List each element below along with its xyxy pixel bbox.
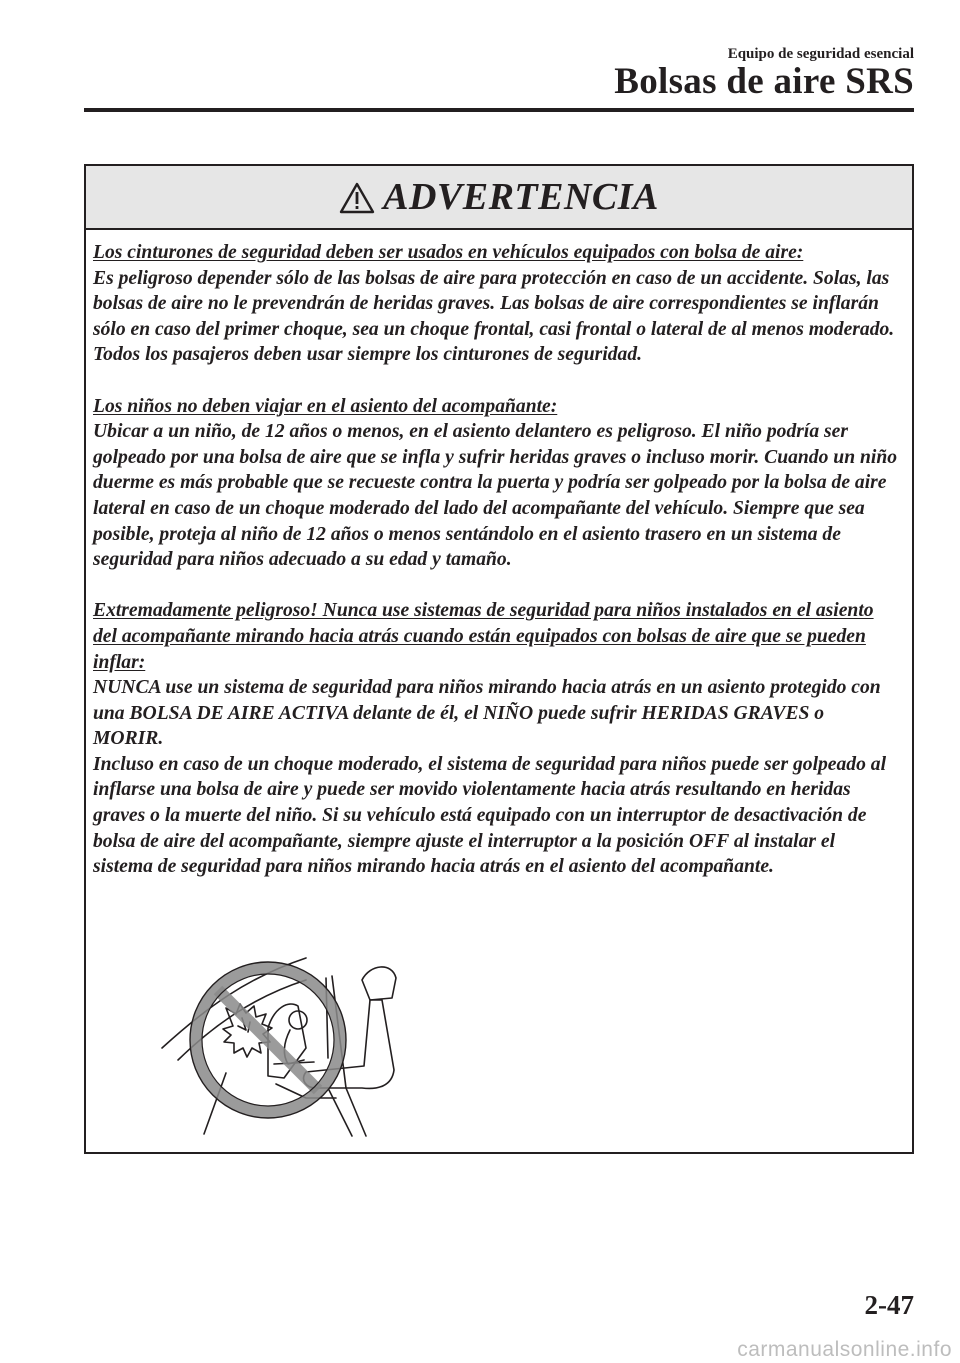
warning-title: ADVERTENCIA — [383, 176, 659, 218]
warning-text-rear-facing-detail: Incluso en caso de un choque moderado, el sistema de seguridad para niños puede ser golpeado al inflarse una bolsa de aire y puede ser movido violentamente hacia atrás resultando en heridas graves o la muerte del niño. Si su vehículo está equipado con un interruptor de desactivación de bolsa de aire del acompañante, siempre ajuste el interruptor a la posición OFF al instalar el sistema de seguridad para niños mirando hacia atrás en el asiento del acompañante. — [93, 753, 887, 878]
warning-heading-rear-facing: Extremadamente peligroso! Nunca use sistemas de seguridad para niños instalados en el asiento del acompañante mirando hacia atrás cuando están equipados con bolsas de aire que se pueden inflar: — [93, 600, 874, 673]
header-divider — [84, 108, 914, 112]
warning-text-children: Ubicar a un niño, de 12 años o menos, en el asiento delantero es peligroso. El niño podría ser golpeado por una bolsa de aire que se infla y sufrir heridas graves o incluso morir. Cuando un niño duerme es más probable que se recueste contra la puerta y podría ser golpeado por la bolsa de aire lateral en caso de un choque moderado del lado del acompañante del vehículo. Siempre que sea posible, proteja al niño de 12 años o menos sentándolo en el asiento trasero en un sistema de seguridad para niños adecuado a su edad y tamaño. — [93, 421, 898, 571]
warning-header — [86, 166, 912, 230]
warning-heading-children: Los niños no deben viajar en el asiento del acompañante: — [93, 395, 558, 417]
warning-heading-seatbelts: Los cinturones de seguridad deben ser usados en vehículos equipados con bolsa de aire: — [93, 242, 804, 263]
warning-text-seatbelts: Es peligroso depender sólo de las bolsas de aire para protección en caso de un accidente. Solas, las bolsas de aire no le prevendrán de heridas graves. Las bolsas de aire correspondientes se inflarán sólo en caso del primer choque, sea un choque frontal, casi frontal o lateral de al menos moderado. Todos los pasajeros deben usar siempre los cinturones de seguridad. — [93, 267, 895, 366]
watermark: carmanualsonline.info — [737, 1338, 952, 1361]
warning-body — [86, 230, 912, 880]
section-label: Equipo de seguridad esencial — [727, 46, 914, 62]
warning-triangle-icon — [339, 182, 375, 214]
page-number: 2-47 — [864, 1290, 914, 1320]
warning-text-rear-facing: NUNCA use un sistema de seguridad para niños mirando hacia atrás en un asiento protegido con una BOLSA DE AIRE ACTIVA delante de él, el NIÑO puede sufrir HERIDAS GRAVES o MORIR. — [93, 677, 881, 750]
no-rear-facing-child-seat-illustration — [156, 938, 416, 1138]
page-title: Bolsas de aire SRS — [614, 61, 914, 102]
warning-box — [84, 164, 914, 1154]
